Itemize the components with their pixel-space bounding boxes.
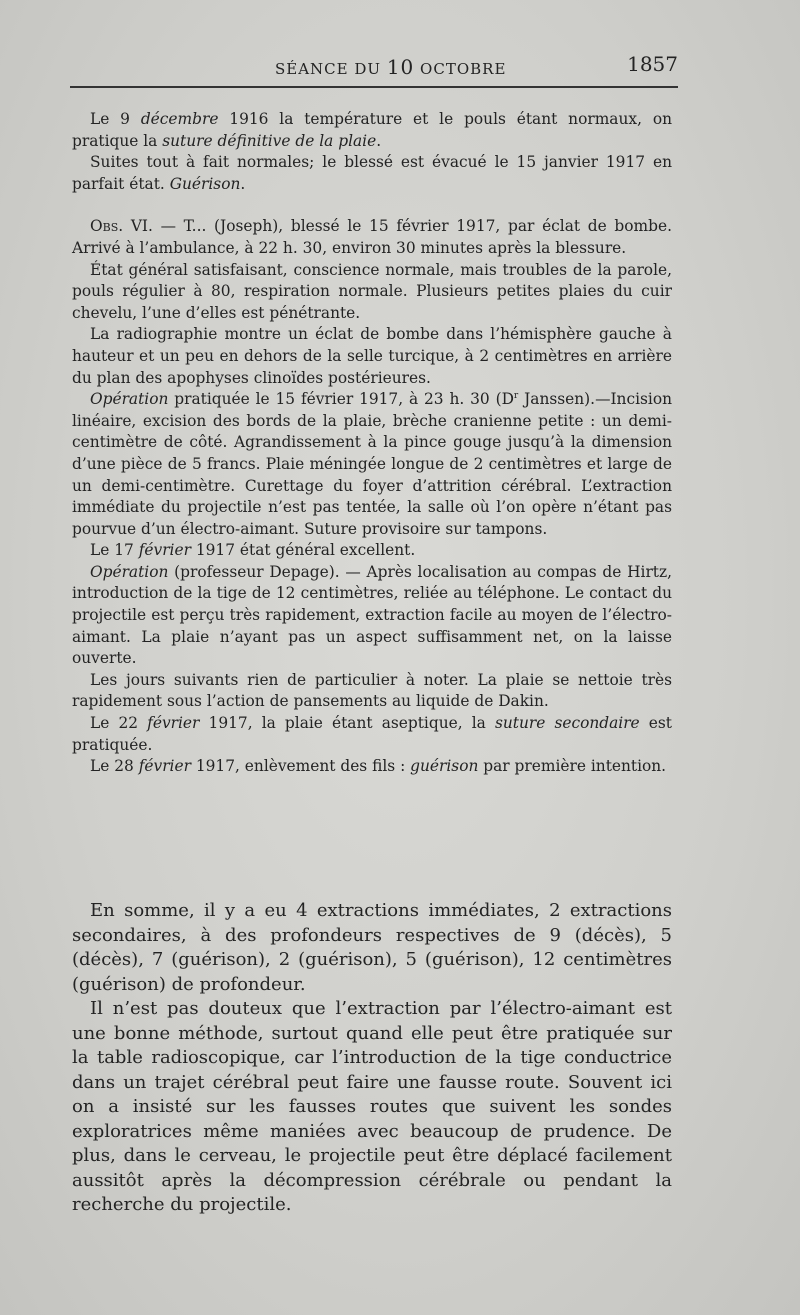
paragraph: Suites tout à fait normales; le blessé est évacué le 15 janvier 1917 en parfait état. Guérison.	[72, 153, 672, 193]
paragraph: Opération pratiquée le 15 février 1917, à 23 h. 30 ($D^r$ Janssen).—Incision linéaire, excision des bords de la plaie, brèche cranienne petite : un demi-centimètre de côté. Agrandissement à la pince gouge jusqu’à la dimension d’une pièce de 5 francs. Plaie méningée longue de 2 centimètres et large de un demi-centimètre. Curettage du foyer d’attrition cérébral. L’extraction immédiate du projectile n’est pas tentée, la salle où l’on opère n’étant pas pourvue d’un électro-aimant. Suture provisoire sur tampons.	[72, 390, 672, 538]
conclusion-section	[72, 899, 672, 1218]
running-header	[70, 50, 678, 88]
paragraph: La radiographie montre un éclat de bombe dans l’hémisphère gauche à hauteur et un peu en dehors de la selle turcique, à 2 centimètres en arrière du plan des apophyses clinoïdes postérieures.	[72, 325, 672, 387]
paragraph: En somme, il y a eu 4 extractions immédiates, 2 extractions secondaires, à des profondeurs respectives de 9 (décès), 5 (décès), 7 (guérison), 2 (guérison), 5 (guérison), 12 centimètres (guérison) de profondeur.	[72, 900, 672, 995]
paragraph: Le 28 février 1917, enlèvement des fils : guérison par première intention.	[90, 757, 667, 776]
paragraph: Les jours suivants rien de particulier à noter. La plaie se nettoie très rapidement sous l’action de pansements au liquide de Dakin.	[72, 670, 672, 711]
paragraph: Il n’est pas douteux que l’extraction par l’électro-aimant est une bonne méthode, surtout quand elle peut être pratiquée sur la table radioscopique, car l’introduction de la tige conductrice dans un trajet cérébral peut faire une fausse route. Souvent ici on a insisté sur les fausses routes que suivent les sondes exploratrices même maniées avec beaucoup de prudence. De plus, dans le cerveau, le projectile peut être déplacé facilement aussitôt après la décompression cérébrale ou pendant la recherche du projectile.	[72, 998, 672, 1215]
observation-section	[72, 109, 672, 778]
running-title: SÉANCE DU 10 OCTOBRE	[275, 55, 507, 79]
observation-label: Obs. VI.	[90, 217, 153, 236]
paragraph: Le 22 février 1917, la plaie étant aseptique, la suture secondaire est pratiquée.	[72, 714, 672, 754]
page-number: 1857	[627, 52, 678, 76]
paragraph: Opération (professeur Depage). — Après localisation au compas de Hirtz, introduction de la tige de 12 centimètres, reliée au téléphone. Le contact du projectile est perçu très rapidement, extraction facile au moyen de l’électro-aimant. La plaie n’ayant pas un aspect suffisamment net, on la laisse ouverte.	[72, 562, 672, 668]
paragraph: Le 17 février 1917 état général excellent.	[90, 541, 416, 560]
observation-heading-paragraph: Obs. VI. — T... (Joseph), blessé le 15 février 1917, par éclat de bombe. Arrivé à l’ambulance, à 22 h. 30, environ 30 minutes après la blessure.	[72, 217, 672, 257]
paragraph: Le 9 décembre 1916 la température et le pouls étant normaux, on pratique la suture définitive de la plaie.	[72, 110, 673, 150]
paragraph: État général satisfaisant, conscience normale, mais troubles de la parole, pouls régulier à 80, respiration normale. Plusieurs petites plaies du cuir chevelu, l’une d’elles est pénétrante.	[72, 260, 672, 322]
